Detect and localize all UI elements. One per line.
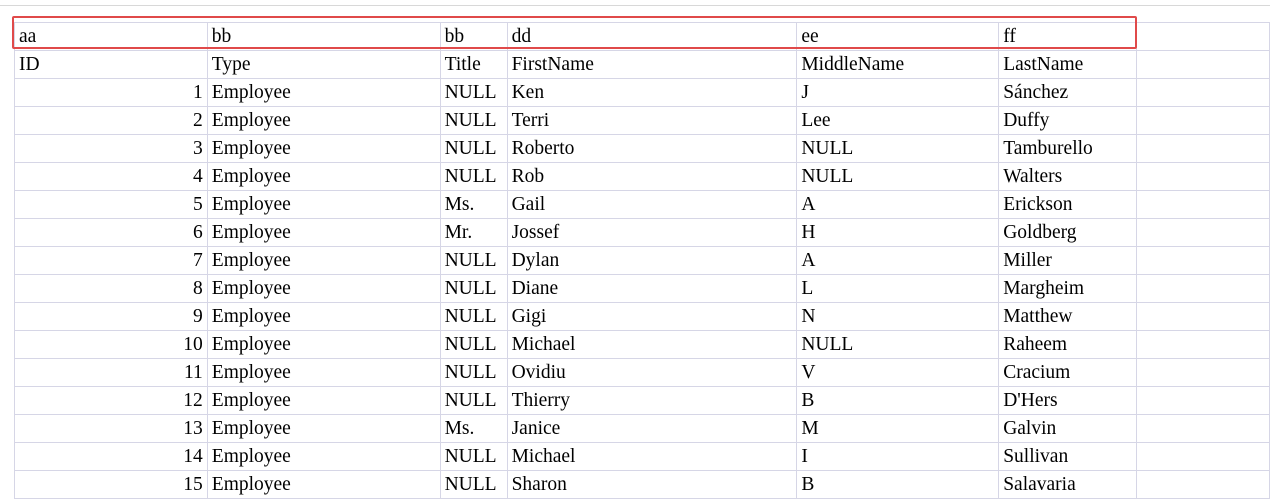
cell-title[interactable]: NULL (440, 331, 507, 359)
cell-firstname[interactable]: FirstName (507, 51, 797, 79)
cell-type[interactable]: Type (207, 51, 440, 79)
cell-extra[interactable] (1137, 387, 1270, 415)
cell-extra[interactable] (1137, 247, 1270, 275)
cell-type[interactable]: Employee (207, 219, 440, 247)
cell-title[interactable]: NULL (440, 275, 507, 303)
table-row[interactable] (15, 191, 1270, 219)
cell-firstname[interactable]: Sharon (507, 471, 797, 499)
cell-middlename[interactable]: V (797, 359, 999, 387)
cell-extra[interactable] (1137, 359, 1270, 387)
cell-lastname[interactable]: Goldberg (999, 219, 1137, 247)
cell-title[interactable]: Title (440, 51, 507, 79)
cell-title[interactable]: NULL (440, 303, 507, 331)
table-row[interactable] (15, 107, 1270, 135)
cell-middlename[interactable]: N (797, 303, 999, 331)
cell-extra[interactable] (1137, 275, 1270, 303)
cell-id[interactable]: 15 (15, 471, 208, 499)
table-row[interactable] (15, 163, 1270, 191)
cell-firstname[interactable]: Diane (507, 275, 797, 303)
cell-type[interactable]: Employee (207, 331, 440, 359)
table-row[interactable] (15, 135, 1270, 163)
cell-extra[interactable] (1137, 443, 1270, 471)
cell-id[interactable]: 12 (15, 387, 208, 415)
cell-title[interactable]: NULL (440, 443, 507, 471)
cell-title[interactable]: NULL (440, 387, 507, 415)
cell-title[interactable]: Mr. (440, 219, 507, 247)
cell-lastname[interactable]: Galvin (999, 415, 1137, 443)
cell-extra[interactable] (1137, 51, 1270, 79)
cell-id[interactable]: 6 (15, 219, 208, 247)
cell-lastname[interactable]: Miller (999, 247, 1137, 275)
cell-id[interactable]: 8 (15, 275, 208, 303)
cell-lastname[interactable]: Erickson (999, 191, 1137, 219)
cell-firstname[interactable]: Janice (507, 415, 797, 443)
cell-middlename[interactable]: MiddleName (797, 51, 999, 79)
cell-firstname[interactable]: Ovidiu (507, 359, 797, 387)
cell-extra[interactable] (1137, 191, 1270, 219)
cell-type[interactable]: Employee (207, 275, 440, 303)
cell-middlename[interactable]: NULL (797, 135, 999, 163)
cell-type[interactable]: Employee (207, 359, 440, 387)
table-row[interactable] (15, 415, 1270, 443)
cell-type[interactable]: Employee (207, 443, 440, 471)
cell-lastname[interactable]: ff (999, 23, 1137, 51)
cell-id[interactable]: 3 (15, 135, 208, 163)
cell-type[interactable]: Employee (207, 163, 440, 191)
table-row[interactable] (15, 471, 1270, 499)
cell-firstname[interactable]: Michael (507, 331, 797, 359)
cell-id[interactable]: 1 (15, 79, 208, 107)
cell-type[interactable]: Employee (207, 191, 440, 219)
cell-lastname[interactable]: Sánchez (999, 79, 1137, 107)
cell-title[interactable]: Ms. (440, 415, 507, 443)
cell-extra[interactable] (1137, 79, 1270, 107)
cell-extra[interactable] (1137, 135, 1270, 163)
window-top-edge (0, 0, 1270, 6)
table-row[interactable] (15, 79, 1270, 107)
cell-id[interactable]: 13 (15, 415, 208, 443)
cell-firstname[interactable]: Dylan (507, 247, 797, 275)
cell-middlename[interactable]: NULL (797, 163, 999, 191)
alias-row[interactable] (15, 23, 1270, 51)
cell-title[interactable]: NULL (440, 79, 507, 107)
cell-middlename[interactable]: J (797, 79, 999, 107)
cell-extra[interactable] (1137, 331, 1270, 359)
cell-title[interactable]: NULL (440, 471, 507, 499)
table-row[interactable] (15, 275, 1270, 303)
cell-middlename[interactable]: H (797, 219, 999, 247)
cell-middlename[interactable]: B (797, 471, 999, 499)
cell-type[interactable]: Employee (207, 471, 440, 499)
cell-lastname[interactable]: Raheem (999, 331, 1137, 359)
header-row[interactable] (15, 51, 1270, 79)
cell-middlename[interactable]: Lee (797, 107, 999, 135)
cell-middlename[interactable]: NULL (797, 331, 999, 359)
cell-lastname[interactable]: D'Hers (999, 387, 1137, 415)
cell-id[interactable]: 9 (15, 303, 208, 331)
cell-type[interactable]: Employee (207, 107, 440, 135)
spreadsheet-grid[interactable] (14, 22, 1270, 499)
cell-extra[interactable] (1137, 415, 1270, 443)
cell-title[interactable]: NULL (440, 247, 507, 275)
cell-lastname[interactable]: Cracium (999, 359, 1137, 387)
cell-extra[interactable] (1137, 23, 1270, 51)
cell-lastname[interactable]: Sullivan (999, 443, 1137, 471)
cell-type[interactable]: bb (207, 23, 440, 51)
cell-firstname[interactable]: dd (507, 23, 797, 51)
cell-id[interactable]: 14 (15, 443, 208, 471)
cell-extra[interactable] (1137, 303, 1270, 331)
cell-title[interactable]: bb (440, 23, 507, 51)
table-row[interactable] (15, 443, 1270, 471)
cell-middlename[interactable]: A (797, 191, 999, 219)
cell-extra[interactable] (1137, 107, 1270, 135)
cell-middlename[interactable]: ee (797, 23, 999, 51)
cell-firstname[interactable]: Michael (507, 443, 797, 471)
cell-title[interactable]: NULL (440, 163, 507, 191)
table-row[interactable] (15, 387, 1270, 415)
cell-id[interactable]: 5 (15, 191, 208, 219)
cell-middlename[interactable]: A (797, 247, 999, 275)
cell-lastname[interactable]: Tamburello (999, 135, 1137, 163)
cell-type[interactable]: Employee (207, 247, 440, 275)
cell-id[interactable]: 11 (15, 359, 208, 387)
cell-title[interactable]: NULL (440, 107, 507, 135)
cell-lastname[interactable]: Matthew (999, 303, 1137, 331)
cell-extra[interactable] (1137, 471, 1270, 499)
cell-middlename[interactable]: M (797, 415, 999, 443)
cell-id[interactable]: 7 (15, 247, 208, 275)
table-row[interactable] (15, 247, 1270, 275)
cell-type[interactable]: Employee (207, 135, 440, 163)
table-row[interactable] (15, 303, 1270, 331)
table-row[interactable] (15, 331, 1270, 359)
cell-firstname[interactable]: Rob (507, 163, 797, 191)
cell-lastname[interactable]: Duffy (999, 107, 1137, 135)
cell-id[interactable]: 10 (15, 331, 208, 359)
cell-lastname[interactable]: LastName (999, 51, 1137, 79)
cell-title[interactable]: Ms. (440, 191, 507, 219)
cell-firstname[interactable]: Terri (507, 107, 797, 135)
cell-type[interactable]: Employee (207, 387, 440, 415)
cell-lastname[interactable]: Salavaria (999, 471, 1137, 499)
cell-id[interactable]: 4 (15, 163, 208, 191)
cell-type[interactable]: Employee (207, 415, 440, 443)
cell-title[interactable]: NULL (440, 359, 507, 387)
table-row[interactable] (15, 219, 1270, 247)
table-row[interactable] (15, 359, 1270, 387)
cell-lastname[interactable]: Margheim (999, 275, 1137, 303)
cell-firstname[interactable]: Ken (507, 79, 797, 107)
cell-id[interactable]: 2 (15, 107, 208, 135)
cell-firstname[interactable]: Roberto (507, 135, 797, 163)
cell-id[interactable]: aa (15, 23, 208, 51)
cell-middlename[interactable]: B (797, 387, 999, 415)
cell-firstname[interactable]: Gail (507, 191, 797, 219)
cell-lastname[interactable]: Walters (999, 163, 1137, 191)
cell-middlename[interactable]: L (797, 275, 999, 303)
cell-extra[interactable] (1137, 219, 1270, 247)
cell-title[interactable]: NULL (440, 135, 507, 163)
cell-extra[interactable] (1137, 163, 1270, 191)
cell-middlename[interactable]: I (797, 443, 999, 471)
cell-firstname[interactable]: Gigi (507, 303, 797, 331)
cell-id[interactable]: ID (15, 51, 208, 79)
cell-type[interactable]: Employee (207, 79, 440, 107)
cell-type[interactable]: Employee (207, 303, 440, 331)
cell-firstname[interactable]: Jossef (507, 219, 797, 247)
cell-firstname[interactable]: Thierry (507, 387, 797, 415)
